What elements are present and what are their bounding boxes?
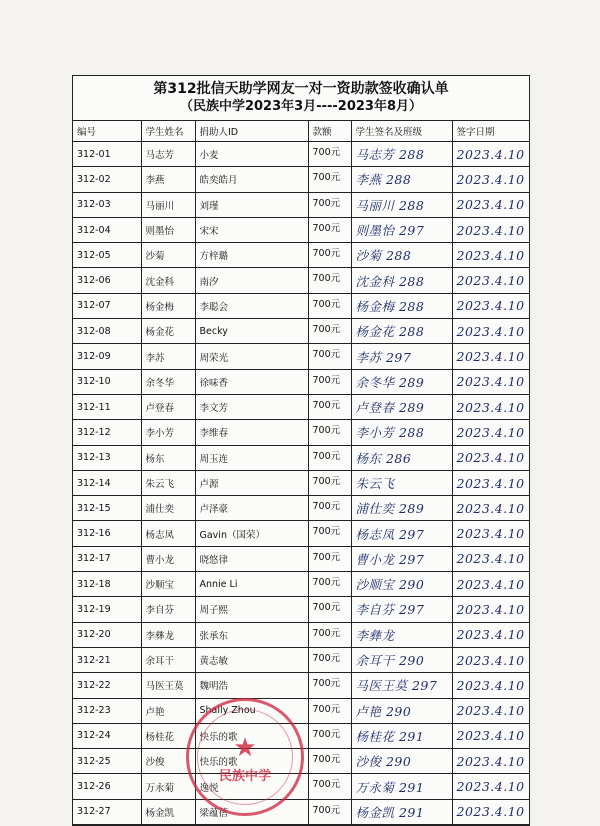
row-id: 312-21 xyxy=(73,647,141,672)
row-donor-id: 晓悠律 xyxy=(195,546,308,571)
row-signature: 马医王莫 297 xyxy=(351,673,452,698)
row-student-name: 沙菊 xyxy=(141,243,195,268)
row-donor-id: 快乐的歌 xyxy=(195,749,308,774)
row-id: 312-07 xyxy=(73,293,141,318)
row-student-name: 杨金凯 xyxy=(141,799,195,824)
row-signature: 杨金花 288 xyxy=(351,319,452,344)
row-donor-id: Becky xyxy=(195,319,308,344)
row-id: 312-05 xyxy=(73,243,141,268)
row-amount: 700元 xyxy=(308,268,351,293)
row-student-name: 沙顺宝 xyxy=(141,572,195,597)
row-sign-date: 2023.4.10 xyxy=(452,673,529,698)
row-signature: 沙菊 288 xyxy=(351,243,452,268)
col-header-id: 编号 xyxy=(73,121,141,142)
row-donor-id: 逸悦 xyxy=(195,774,308,799)
row-signature: 曹小龙 297 xyxy=(351,546,452,571)
row-sign-date: 2023.4.10 xyxy=(452,268,529,293)
row-student-name: 马医王莫 xyxy=(141,673,195,698)
row-student-name: 马丽川 xyxy=(141,192,195,217)
title-block xyxy=(73,76,529,121)
row-sign-date: 2023.4.10 xyxy=(452,647,529,672)
col-header-donor: 捐助人ID xyxy=(195,121,308,142)
row-signature: 卢登春 289 xyxy=(351,394,452,419)
row-donor-id: 李维春 xyxy=(195,420,308,445)
row-signature: 李燕 288 xyxy=(351,167,452,192)
row-sign-date: 2023.4.10 xyxy=(452,319,529,344)
table-row xyxy=(73,723,529,748)
row-id: 312-03 xyxy=(73,192,141,217)
row-id: 312-19 xyxy=(73,597,141,622)
row-donor-id: 小麦 xyxy=(195,142,308,167)
row-id: 312-04 xyxy=(73,217,141,242)
row-signature: 余冬华 289 xyxy=(351,369,452,394)
row-donor-id: 徐味香 xyxy=(195,369,308,394)
document-title: 第312批信天助学网友一对一资助款签收确认单 xyxy=(153,81,449,97)
col-header-date: 签字日期 xyxy=(452,121,529,142)
row-signature: 杨金梅 288 xyxy=(351,293,452,318)
row-student-name: 杨桂花 xyxy=(141,723,195,748)
row-sign-date: 2023.4.10 xyxy=(452,749,529,774)
row-id: 312-13 xyxy=(73,445,141,470)
seal-text: 民族中学 xyxy=(218,769,271,784)
row-sign-date: 2023.4.10 xyxy=(452,445,529,470)
row-sign-date: 2023.4.10 xyxy=(452,344,529,369)
table-row xyxy=(73,445,529,470)
row-id: 312-27 xyxy=(73,799,141,824)
table-row xyxy=(73,774,529,799)
row-donor-id: 卢源 xyxy=(195,470,308,495)
row-id: 312-02 xyxy=(73,167,141,192)
col-header-student: 学生姓名 xyxy=(141,121,195,142)
row-signature: 余耳干 290 xyxy=(351,647,452,672)
table-row xyxy=(73,799,529,824)
row-sign-date: 2023.4.10 xyxy=(452,369,529,394)
row-signature: 万永菊 291 xyxy=(351,774,452,799)
row-student-name: 李自芬 xyxy=(141,597,195,622)
receipt-table xyxy=(73,121,529,825)
row-id: 312-10 xyxy=(73,369,141,394)
row-signature: 杨志凤 297 xyxy=(351,521,452,546)
row-amount: 700元 xyxy=(308,243,351,268)
row-amount: 700元 xyxy=(308,142,351,167)
row-id: 312-14 xyxy=(73,470,141,495)
table-row xyxy=(73,622,529,647)
table-row xyxy=(73,749,529,774)
row-sign-date: 2023.4.10 xyxy=(452,546,529,571)
row-amount: 700元 xyxy=(308,293,351,318)
row-id: 312-15 xyxy=(73,496,141,521)
row-amount: 700元 xyxy=(308,723,351,748)
row-donor-id: 周玉连 xyxy=(195,445,308,470)
table-body xyxy=(73,142,529,825)
row-signature: 李小芳 288 xyxy=(351,420,452,445)
row-amount: 700元 xyxy=(308,420,351,445)
col-header-signature: 学生签名及班级 xyxy=(351,121,452,142)
row-signature: 马丽川 288 xyxy=(351,192,452,217)
row-donor-id: Annie Li xyxy=(195,572,308,597)
table-row xyxy=(73,673,529,698)
row-signature: 杨金凯 291 xyxy=(351,799,452,824)
row-student-name: 万永菊 xyxy=(141,774,195,799)
row-signature: 浦仕奕 289 xyxy=(351,496,452,521)
row-amount: 700元 xyxy=(308,698,351,723)
table-row xyxy=(73,521,529,546)
row-amount: 700元 xyxy=(308,445,351,470)
row-signature: 卢艳 290 xyxy=(351,698,452,723)
row-id: 312-11 xyxy=(73,394,141,419)
row-amount: 700元 xyxy=(308,647,351,672)
table-header-row xyxy=(73,121,529,142)
row-amount: 700元 xyxy=(308,572,351,597)
row-sign-date: 2023.4.10 xyxy=(452,243,529,268)
receipt-sheet xyxy=(72,75,530,826)
row-student-name: 李彝龙 xyxy=(141,622,195,647)
row-id: 312-20 xyxy=(73,622,141,647)
row-sign-date: 2023.4.10 xyxy=(452,420,529,445)
row-sign-date: 2023.4.10 xyxy=(452,293,529,318)
table-row xyxy=(73,268,529,293)
row-donor-id: 快乐的歌 xyxy=(195,723,308,748)
row-amount: 700元 xyxy=(308,673,351,698)
row-donor-id: 魏明浩 xyxy=(195,673,308,698)
row-signature: 沈金科 288 xyxy=(351,268,452,293)
row-student-name: 杨金花 xyxy=(141,319,195,344)
row-signature: 杨东 286 xyxy=(351,445,452,470)
row-signature: 李自芬 297 xyxy=(351,597,452,622)
row-sign-date: 2023.4.10 xyxy=(452,774,529,799)
row-id: 312-08 xyxy=(73,319,141,344)
row-student-name: 沙俊 xyxy=(141,749,195,774)
table-row xyxy=(73,293,529,318)
table-row xyxy=(73,597,529,622)
table-row xyxy=(73,369,529,394)
row-student-name: 马志芳 xyxy=(141,142,195,167)
row-sign-date: 2023.4.10 xyxy=(452,496,529,521)
col-header-amount: 款额 xyxy=(308,121,351,142)
row-amount: 700元 xyxy=(308,749,351,774)
row-amount: 700元 xyxy=(308,470,351,495)
row-student-name: 曹小龙 xyxy=(141,546,195,571)
row-id: 312-06 xyxy=(73,268,141,293)
row-student-name: 李燕 xyxy=(141,167,195,192)
row-id: 312-23 xyxy=(73,698,141,723)
row-signature: 朱云飞 xyxy=(351,470,452,495)
table-row xyxy=(73,470,529,495)
row-signature: 杨桂花 291 xyxy=(351,723,452,748)
row-amount: 700元 xyxy=(308,394,351,419)
row-amount: 700元 xyxy=(308,344,351,369)
row-signature: 李彝龙 xyxy=(351,622,452,647)
table-row xyxy=(73,394,529,419)
row-donor-id: 皓奕皓月 xyxy=(195,167,308,192)
row-student-name: 李小芳 xyxy=(141,420,195,445)
row-id: 312-16 xyxy=(73,521,141,546)
row-student-name: 杨东 xyxy=(141,445,195,470)
row-student-name: 卢登春 xyxy=(141,394,195,419)
row-amount: 700元 xyxy=(308,622,351,647)
row-amount: 700元 xyxy=(308,192,351,217)
row-sign-date: 2023.4.10 xyxy=(452,192,529,217)
row-signature: 马志芳 288 xyxy=(351,142,452,167)
row-sign-date: 2023.4.10 xyxy=(452,572,529,597)
seal-star-icon: ★ xyxy=(233,733,257,763)
table-row xyxy=(73,142,529,167)
row-donor-id: 张承东 xyxy=(195,622,308,647)
row-student-name: 杨志凤 xyxy=(141,521,195,546)
row-donor-id: 宋宋 xyxy=(195,217,308,242)
row-id: 312-24 xyxy=(73,723,141,748)
table-row xyxy=(73,344,529,369)
table-row xyxy=(73,167,529,192)
row-amount: 700元 xyxy=(308,799,351,824)
row-donor-id: 黄志敏 xyxy=(195,647,308,672)
row-student-name: 李苏 xyxy=(141,344,195,369)
row-sign-date: 2023.4.10 xyxy=(452,799,529,824)
row-amount: 700元 xyxy=(308,319,351,344)
row-sign-date: 2023.4.10 xyxy=(452,622,529,647)
row-donor-id: Shally Zhou xyxy=(195,698,308,723)
row-sign-date: 2023.4.10 xyxy=(452,597,529,622)
table-row xyxy=(73,192,529,217)
row-donor-id: 李文芳 xyxy=(195,394,308,419)
row-donor-id: 刘瑾 xyxy=(195,192,308,217)
row-donor-id: 卢泽豪 xyxy=(195,496,308,521)
row-sign-date: 2023.4.10 xyxy=(452,217,529,242)
row-sign-date: 2023.4.10 xyxy=(452,723,529,748)
row-id: 312-22 xyxy=(73,673,141,698)
row-id: 312-01 xyxy=(73,142,141,167)
row-sign-date: 2023.4.10 xyxy=(452,698,529,723)
table-row xyxy=(73,217,529,242)
row-amount: 700元 xyxy=(308,521,351,546)
row-id: 312-12 xyxy=(73,420,141,445)
row-sign-date: 2023.4.10 xyxy=(452,470,529,495)
row-student-name: 余冬华 xyxy=(141,369,195,394)
row-amount: 700元 xyxy=(308,217,351,242)
row-donor-id: 周子熙 xyxy=(195,597,308,622)
row-student-name: 朱云飞 xyxy=(141,470,195,495)
row-id: 312-18 xyxy=(73,572,141,597)
row-donor-id: 梁蕴蓓 xyxy=(195,799,308,824)
row-id: 312-17 xyxy=(73,546,141,571)
row-sign-date: 2023.4.10 xyxy=(452,142,529,167)
row-amount: 700元 xyxy=(308,774,351,799)
row-amount: 700元 xyxy=(308,167,351,192)
table-row xyxy=(73,319,529,344)
table-row xyxy=(73,572,529,597)
row-signature: 沙俊 290 xyxy=(351,749,452,774)
table-row xyxy=(73,496,529,521)
table-row xyxy=(73,698,529,723)
row-donor-id: Gavin（国荣） xyxy=(195,521,308,546)
row-donor-id: 南汐 xyxy=(195,268,308,293)
row-donor-id: 李聪会 xyxy=(195,293,308,318)
row-student-name: 余耳干 xyxy=(141,647,195,672)
row-signature: 则墨怡 297 xyxy=(351,217,452,242)
table-row xyxy=(73,243,529,268)
row-id: 312-25 xyxy=(73,749,141,774)
row-student-name: 沈金科 xyxy=(141,268,195,293)
row-amount: 700元 xyxy=(308,369,351,394)
table-row xyxy=(73,546,529,571)
row-student-name: 卢艳 xyxy=(141,698,195,723)
row-student-name: 则墨怡 xyxy=(141,217,195,242)
row-sign-date: 2023.4.10 xyxy=(452,394,529,419)
row-id: 312-26 xyxy=(73,774,141,799)
row-amount: 700元 xyxy=(308,496,351,521)
table-row xyxy=(73,420,529,445)
table-row xyxy=(73,647,529,672)
row-donor-id: 方梓璐 xyxy=(195,243,308,268)
row-signature: 沙顺宝 290 xyxy=(351,572,452,597)
row-amount: 700元 xyxy=(308,546,351,571)
row-sign-date: 2023.4.10 xyxy=(452,167,529,192)
row-student-name: 杨金梅 xyxy=(141,293,195,318)
row-sign-date: 2023.4.10 xyxy=(452,521,529,546)
row-donor-id: 周荣光 xyxy=(195,344,308,369)
document-subtitle: （民族中学2023年3月----2023年8月） xyxy=(179,99,423,114)
row-id: 312-09 xyxy=(73,344,141,369)
row-student-name: 浦仕奕 xyxy=(141,496,195,521)
row-amount: 700元 xyxy=(308,597,351,622)
row-signature: 李苏 297 xyxy=(351,344,452,369)
